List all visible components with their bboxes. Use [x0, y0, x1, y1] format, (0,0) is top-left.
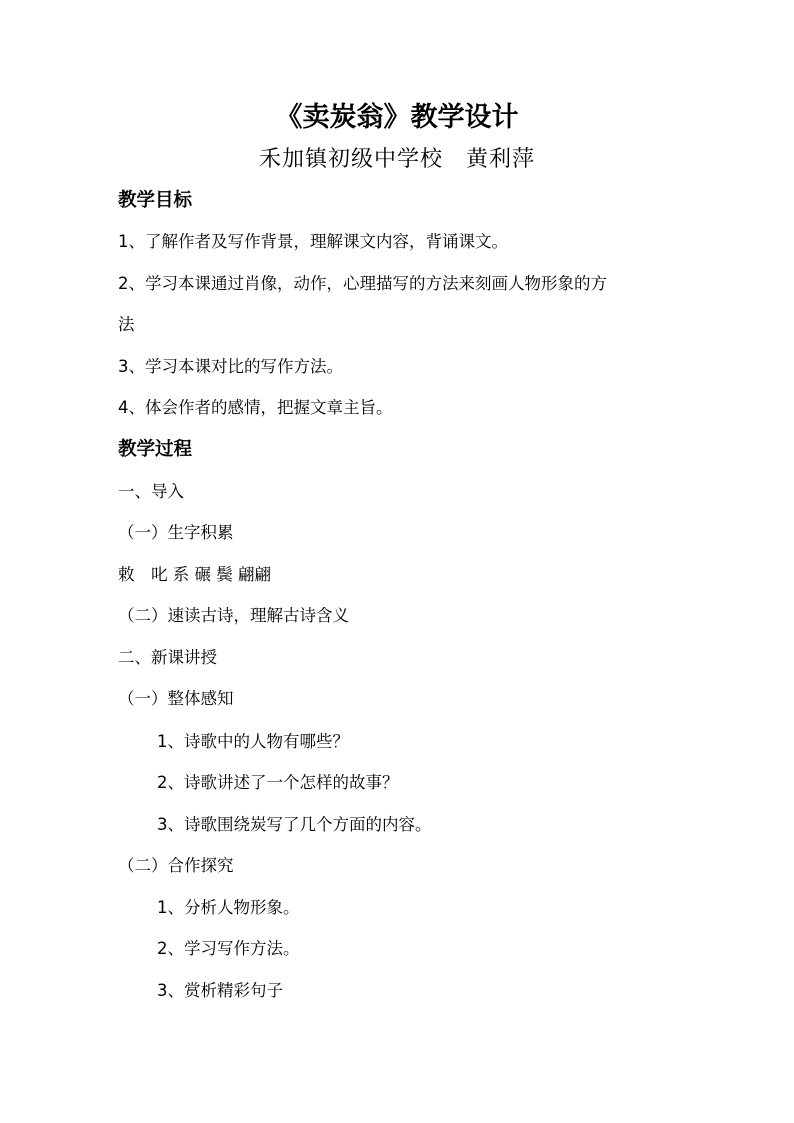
document-subtitle: 禾加镇初级中学校 黄利萍 — [258, 147, 535, 172]
objectives-heading: 教学目标 — [118, 190, 193, 211]
objective-item-4: 4、体会作者的感情，把握文章主旨。 — [118, 398, 393, 417]
perception-item-3: 3、诗歌围绕炭写了几个方面的内容。 — [157, 815, 432, 834]
subsection-vocabulary: （一）生字积累 — [118, 523, 234, 542]
inquiry-item-2: 2、学习写作方法。 — [157, 939, 300, 958]
objective-item-2-continued: 法 — [118, 315, 135, 334]
section-new-lesson: 二、新课讲授 — [118, 648, 217, 667]
section-intro: 一、导入 — [118, 482, 184, 501]
perception-item-1: 1、诗歌中的人物有哪些？ — [157, 732, 349, 751]
process-heading: 教学过程 — [118, 439, 193, 460]
subsection-cooperative-inquiry: （二）合作探究 — [118, 856, 234, 875]
objective-item-3: 3、学习本课对比的写作方法。 — [118, 357, 343, 376]
perception-item-2: 2、诗歌讲述了一个怎样的故事？ — [157, 773, 399, 792]
inquiry-item-3: 3、赏析精彩句子 — [157, 981, 283, 1000]
document-title: 《卖炭翁》教学设计 — [275, 102, 519, 133]
objective-item-2: 2、学习本课通过肖像，动作，心理描写的方法来刻画人物形象的方 — [118, 274, 607, 293]
inquiry-item-1: 1、分析人物形象。 — [157, 898, 300, 917]
subsection-overall-perception: （一）整体感知 — [118, 689, 234, 708]
subsection-speed-reading: （二）速读古诗，理解古诗含义 — [118, 606, 349, 625]
objective-item-1: 1、了解作者及写作背景，理解课文内容，背诵课文。 — [118, 232, 508, 251]
vocabulary-characters: 敕 叱 系 碾 鬓 翩翩 — [118, 565, 271, 584]
